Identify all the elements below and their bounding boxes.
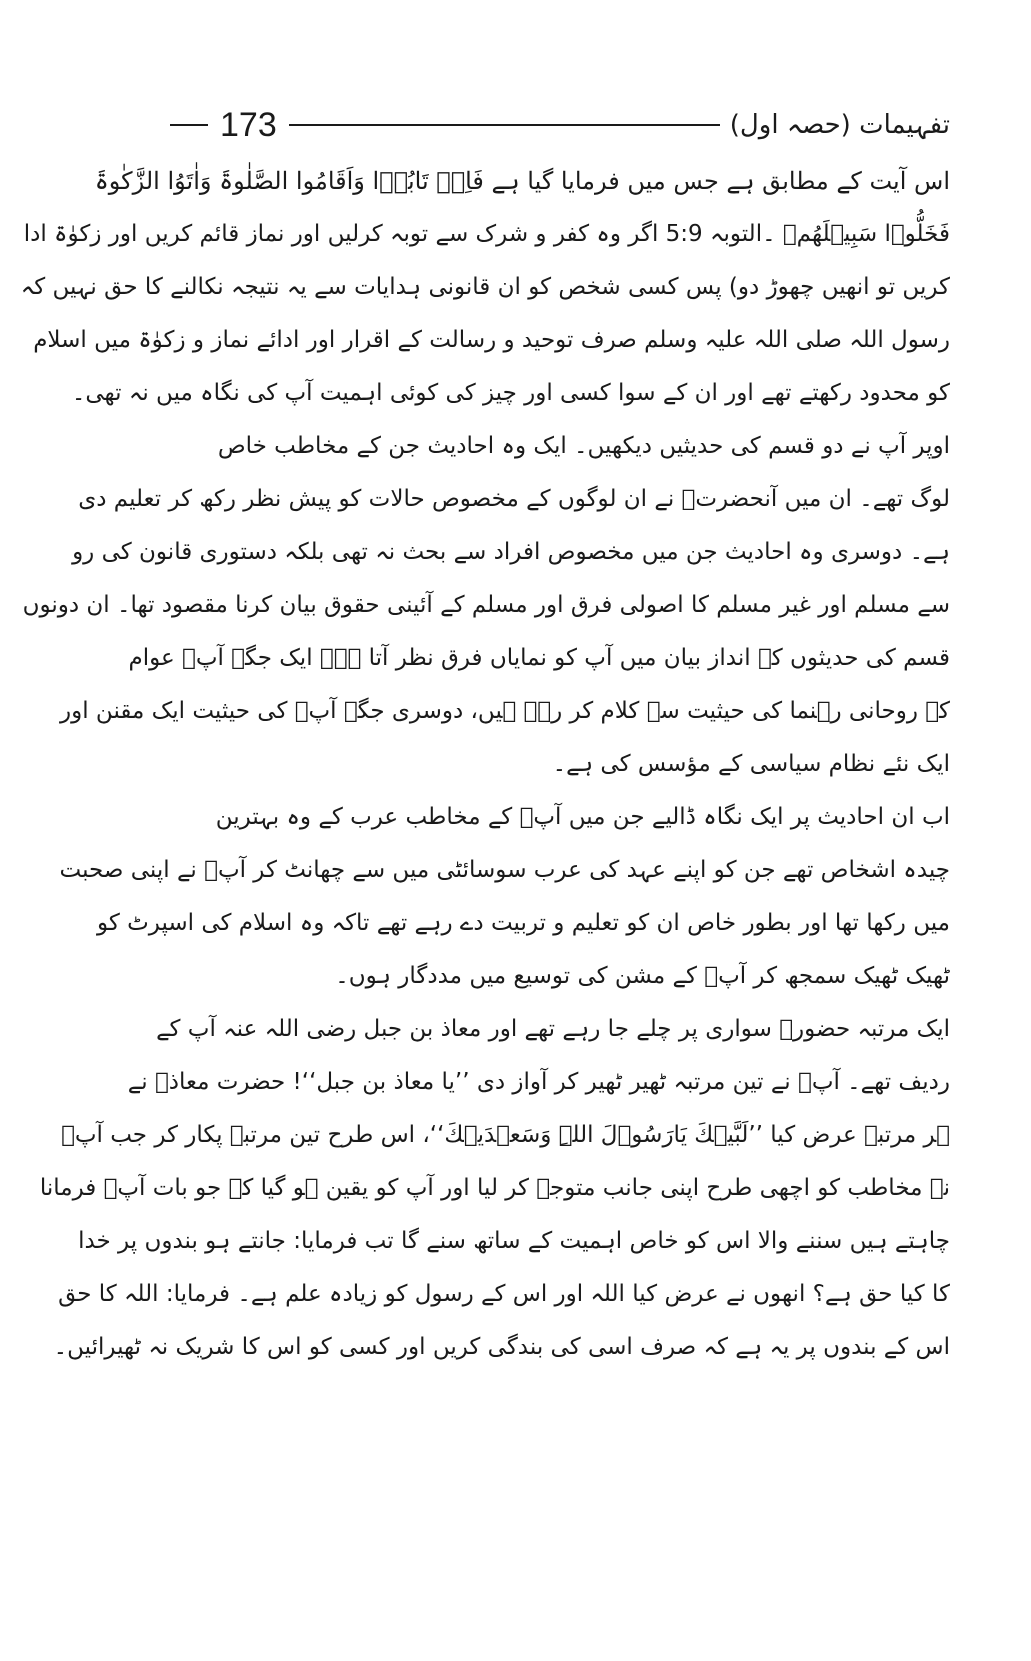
- text-line: چیدہ اشخاص تھے جن کو اپنے عہد کی عرب سوسائٹی میں سے چھانٹ کر آپؐ نے اپنی صحبت: [59, 857, 950, 883]
- text-line: ایک نئے نظام سیاسی کے مؤسس کی ہے۔: [552, 751, 950, 777]
- header-rule: [289, 124, 720, 126]
- text-line: کا کیا حق ہے؟ انھوں نے عرض کیا اللہ اور اس کے رسول کو زیادہ علم ہے۔ فرمایا: اللہ کا حق: [58, 1281, 950, 1307]
- text-line: ٹھیک ٹھیک سمجھ کر آپؐ کے مشن کی توسیع میں مددگار ہوں۔: [335, 963, 950, 989]
- page-body: [20, 155, 950, 1374]
- text-line: اس کے بندوں پر یہ ہے کہ صرف اسی کی بندگی کریں اور کسی کو اس کا شریک نہ ٹھیرائیں۔: [53, 1334, 950, 1360]
- text-line: اس آیت کے مطابق ہے جس میں فرمایا گیا ہے فَاِنۡ تَابُوۡا وَاَقَامُوا الصَّلٰوۃَ وَاٰتَوُا الزَّکٰوۃَ: [94, 167, 950, 195]
- text-line: سے مسلم اور غیر مسلم کا اصولی فرق اور مسلم کے آئینی حقوق بیان کرنا مقصود تھا۔ ان دونوں: [22, 592, 950, 618]
- text-line: لوگ تھے۔ ان میں آنحضرتؐ نے ان لوگوں کے مخصوص حالات کو پیش نظر رکھ کر تعلیم دی: [78, 486, 950, 512]
- text-line: رسول اللہ صلی اللہ علیہ وسلم صرف توحید و رسالت کے اقرار اور ادائے نماز و زکوٰۃ میں اسلام: [33, 327, 950, 353]
- paragraph: [59, 791, 950, 1003]
- header-rule-left: [170, 124, 208, 126]
- text-line: فَخَلُّوۡا سَبِیۡلَھُمۡ ۔التوبہ 5:9 اگر وہ کفر و شرک سے توبہ کرلیں اور نماز قائم کریں اور زکوٰۃ ادا: [23, 221, 950, 247]
- text-line: کے روحانی رہنما کی حیثیت سے کلام کر رہے ہیں، دوسری جگہ آپؐ کی حیثیت ایک مقنن اور: [60, 698, 950, 724]
- text-line: میں رکھا تھا اور بطور خاص ان کو تعلیم و تربیت دے رہے تھے تاکہ وہ اسلام کی اسپرٹ کو: [96, 910, 950, 936]
- text-line: ہر مرتبہ عرض کیا ’’لَبَّیۡكَ یَارَسُوۡلَ اللہِ وَسَعۡدَیۡكَ‘‘، اس طرح تین مرتبہ پکار کر جب آپؐ: [61, 1122, 950, 1148]
- text-line: ایک مرتبہ حضورؐ سواری پر چلے جا رہے تھے اور معاذ بن جبل رضی اللہ عنہ آپ کے: [156, 1016, 950, 1042]
- text-line: نے مخاطب کو اچھی طرح اپنی جانب متوجہ کر لیا اور آپ کو یقین ہو گیا کہ جو بات آپؐ فرمانا: [39, 1175, 950, 1201]
- paragraph: [39, 1003, 950, 1374]
- running-title: تفہیمات (حصہ اول): [729, 110, 950, 140]
- text-line: اوپر آپ نے دو قسم کی حدیثیں دیکھیں۔ ایک وہ احادیث جن کے مخاطب خاص: [217, 433, 950, 459]
- text-line: ردیف تھے۔ آپؐ نے تین مرتبہ ٹھیر ٹھیر کر آواز دی ’’یا معاذ بن جبل‘‘! حضرت معاذؓ نے: [127, 1069, 950, 1095]
- text-line: چاہتے ہیں سننے والا اس کو خاص اہمیت کے ساتھ سنے گا تب فرمایا: جانتے ہو بندوں پر خدا: [78, 1228, 950, 1254]
- page-number: 173: [220, 105, 277, 144]
- text-line: کریں تو انھیں چھوڑ دو) پس کسی شخص کو ان قانونی ہدایات سے یہ نتیجہ نکالنے کا حق نہیں کہ: [20, 274, 950, 300]
- text-line: قسم کی حدیثوں کے انداز بیان میں آپ کو نمایاں فرق نظر آتا ہے۔ ایک جگہ آپؐ عوام: [128, 645, 950, 671]
- text-line: کو محدود رکھتے تھے اور ان کے سوا کسی اور چیز کی کوئی اہمیت آپ کی نگاہ میں نہ تھی۔: [71, 380, 950, 406]
- text-line: اب ان احادیث پر ایک نگاہ ڈالیے جن میں آپؐ کے مخاطب عرب کے وہ بہترین: [215, 804, 950, 830]
- text-line: ہے۔ دوسری وہ احادیث جن میں مخصوص افراد سے بحث نہ تھی بلکہ دستوری قانون کی رو: [72, 539, 950, 565]
- paragraph: [22, 420, 950, 791]
- page-header: [170, 100, 950, 150]
- paragraph: [20, 155, 950, 420]
